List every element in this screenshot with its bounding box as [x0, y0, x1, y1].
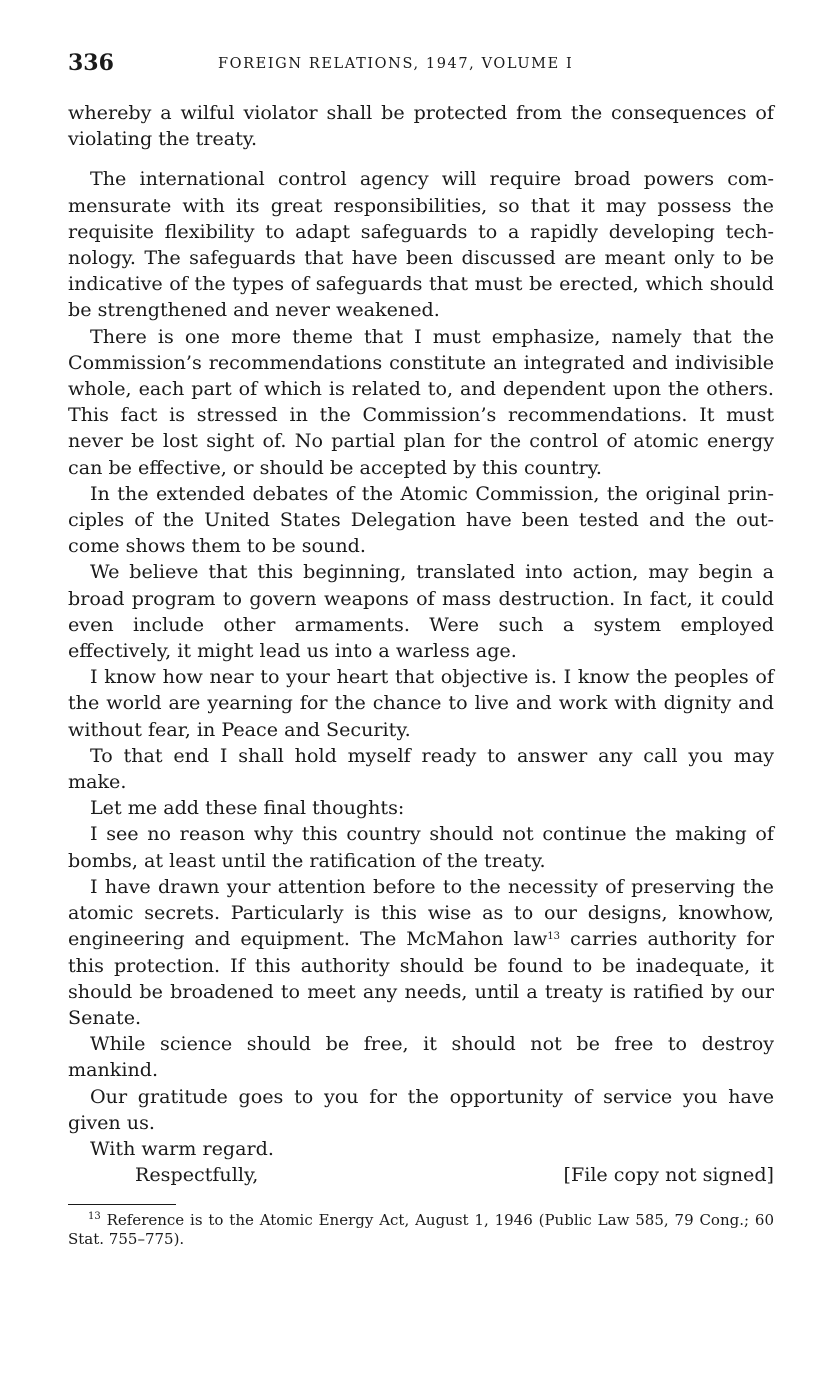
file-copy-note: [File copy not signed]	[563, 1163, 774, 1187]
secrets-text-after-note: carries authority for this protection. If this authority should be found to be inadequate, it should be broadened to meet any needs, until a treaty is ratified by our Senate.	[68, 927, 774, 1029]
document-page	[68, 50, 774, 1249]
footnote-reference: 13	[547, 931, 561, 943]
paragraph-gratitude: Our gratitude goes to you for the opportunity of service you have given us.	[68, 1084, 774, 1134]
paragraph-control-agency: The international control agency will require broad powers commensurate with its great responsibilities, so that it may possess the requisite flexibility to adapt safeguards to a rapidly developing technology. The safeguards that have been discussed are meant only to be indicative of the types of safeguards that must be erected, which should be strengthened and never weakened.	[68, 167, 774, 322]
paragraph-bombs: I see no reason why this country should not continue the making of bombs, at least until the ratification of the treaty.	[68, 822, 774, 872]
footnote-text: Reference is to the Atomic Energy Act, August 1, 1946 (Public Law 585, 79 Cong.; 60 Stat. 755–775).	[68, 1211, 774, 1249]
signoff-line	[68, 1162, 774, 1188]
paragraph-science: While science should be free, it should not be free to destroy mankind.	[68, 1032, 774, 1082]
paragraph-beginning: We believe that this beginning, translated into action, may begin a broad program to govern weapons of mass destruction. In fact, it could even include other armaments. Were such a system employed effectively, it might lead us into a warless age.	[68, 560, 774, 663]
paragraph-secrets	[68, 874, 774, 1031]
footnote-divider	[68, 1204, 176, 1205]
paragraph-final-thoughts: Let me add these final thoughts:	[90, 796, 405, 820]
body-text	[68, 100, 774, 1162]
paragraph-ready: To that end I shall hold myself ready to answer any call you may make.	[68, 743, 774, 794]
closing-regards: With warm regard.	[90, 1136, 274, 1160]
running-title: FOREIGN RELATIONS, 1947, VOLUME I	[218, 56, 574, 72]
secrets-text-before-note: I have drawn your attention before to the necessity of preserving the atomic secrets. Particularly is this wise as to our designs, knowhow, engineering and equipment. The McMahon law	[68, 874, 774, 951]
paragraph-debates: In the extended debates of the Atomic Commission, the original principles of the United States Delegation have been tested and the outcome shows them to be sound.	[68, 481, 774, 558]
paragraph-integrated-whole: There is one more theme that I must emphasize, namely that the Commission’s recommendations constitute an integrated and indivisible whole, each part of which is related to, and dependent upon the others. This fact is stressed in the Commission’s recommendations. It must never be lost sight of. No partial plan for the control of atomic energy can be effective, or should be accepted by this country.	[68, 324, 774, 479]
page-number: 336	[68, 50, 114, 76]
paragraph-continuation: whereby a wilful violator shall be protected from the consequences of violating the treaty.	[68, 101, 774, 151]
footnote-marker: 13	[88, 1211, 101, 1223]
closing-respectfully: Respectfully,	[135, 1163, 259, 1187]
footnote	[68, 1211, 774, 1249]
running-header	[68, 50, 774, 80]
paragraph-objective: I know how near to your heart that objective is. I know the peoples of the world are yearning for the chance to live and work with dignity and without fear, in Peace and Security.	[68, 665, 774, 741]
